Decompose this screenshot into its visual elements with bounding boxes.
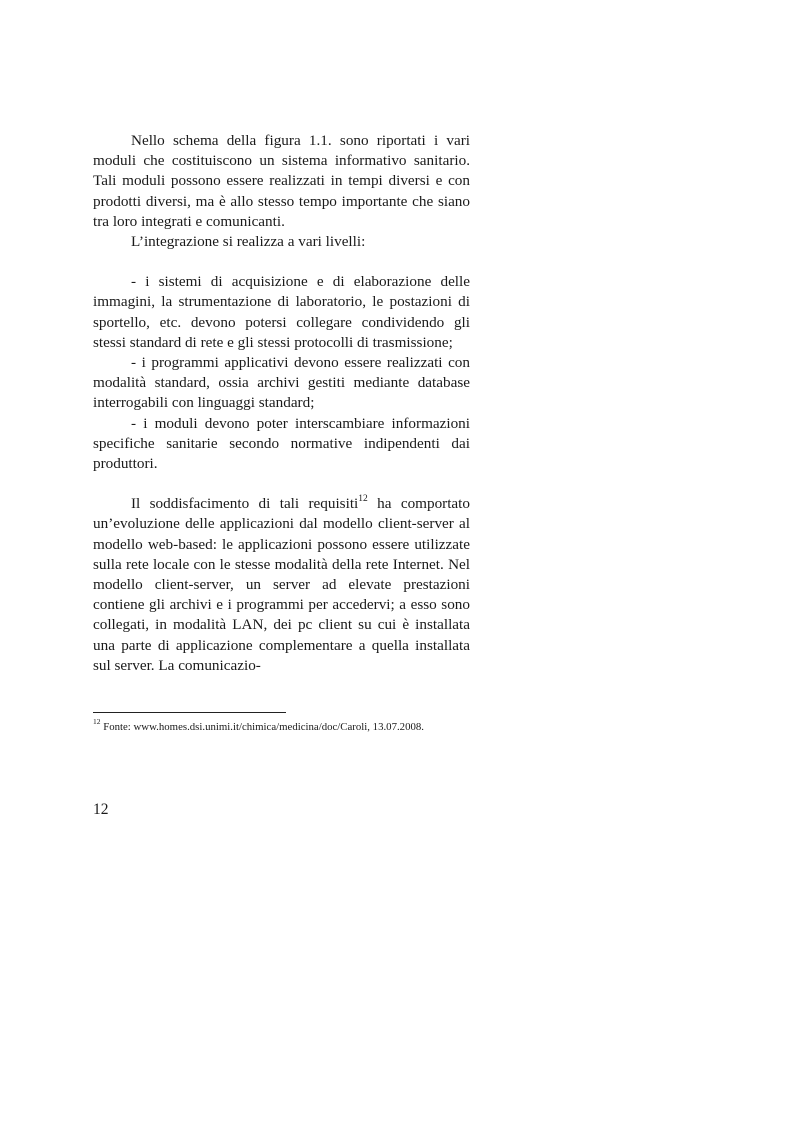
paragraph-integration: L’integrazione si realizza a vari livelli: xyxy=(131,233,366,251)
paragraph-intro: Nello schema della figura 1.1. sono riportati i vari moduli che costituiscono un sistema informativo sanitario. Tali moduli possono essere realizzati in tempi diversi e con prodotti diversi, ma è allo stesso tempo importante che siano tra loro integrati e comunicanti. xyxy=(93,132,470,230)
requirements-text-end: ha comportato un’evoluzione delle applicazioni dal modello client-server al modello web-based: le applicazioni possono essere utilizzate sulla rete locale con le stesse modalità della rete Internet. Nel modello client-server, un server ad elevate prestazioni contiene gli archivi e i programmi per accedervi; a esso sono collegati, in modalità LAN, dei pc client su cui è installata una parte di applicazione complementare a quella installata sul server. La comunicazio- xyxy=(93,495,470,674)
paragraph-gap xyxy=(93,474,470,494)
requirements-text-start: Il soddisfacimento di tali requisiti xyxy=(131,495,359,513)
footnote xyxy=(93,717,513,734)
list-item-acquisition: - i sistemi di acquisizione e di elaborazione delle immagini, la strumentazione di laboratorio, le postazioni di sportello, etc. devono potersi collegare condividendo gli stessi standard di rete e gli stessi protocolli di trasmissione; xyxy=(93,273,470,351)
paragraph-requirements xyxy=(93,494,470,676)
page-number: 12 xyxy=(93,801,109,818)
footnote-number: 12 xyxy=(93,717,101,727)
list-item-modules: - i moduli devono poter interscambiare informazioni specifiche sanitarie secondo normative indipendenti dai produttori. xyxy=(93,414,470,473)
footnote-divider xyxy=(93,712,286,713)
paragraph-gap xyxy=(93,252,470,272)
list-item-applications: - i programmi applicativi devono essere realizzati con modalità standard, ossia archivi gestiti mediante database interrogabili con linguaggi standard; xyxy=(93,354,470,412)
page-body xyxy=(93,131,470,676)
footnote-reference: 12 xyxy=(358,494,368,505)
footnote-text: Fonte: www.homes.dsi.unimi.it/chimica/medicina/doc/Caroli, 13.07.2008. xyxy=(100,721,424,733)
